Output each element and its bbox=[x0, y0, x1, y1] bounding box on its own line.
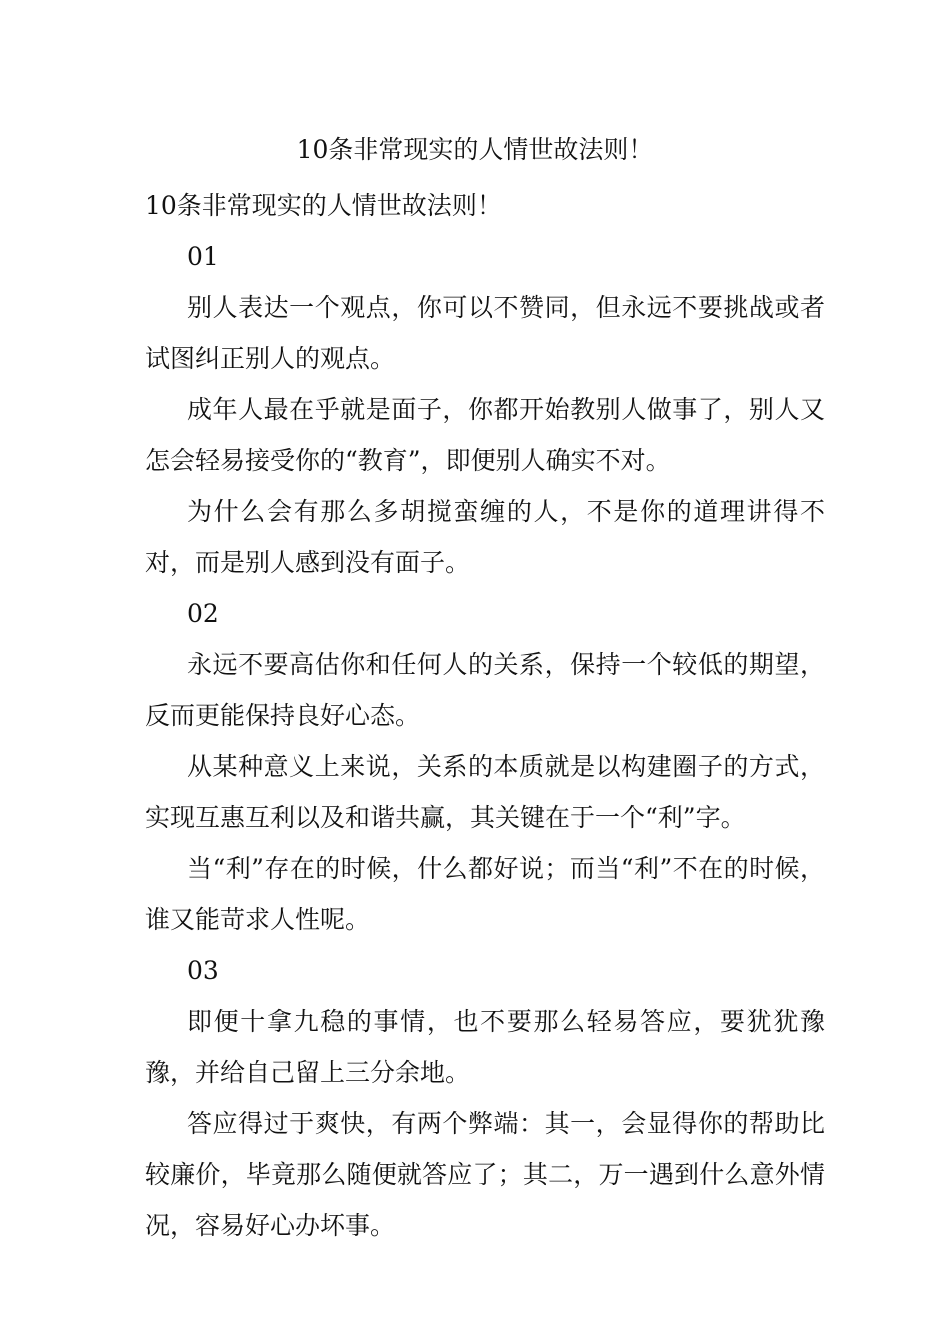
paragraph: 答应得过于爽快，有两个弊端：其一，会显得你的帮助比较廉价，毕竟那么随便就答应了；其二，万一遇到什么意外情况，容易好心办坏事。 bbox=[145, 1109, 825, 1240]
document-subtitle: 10条非常现实的人情世故法则！ bbox=[145, 191, 502, 220]
document-title: 10条非常现实的人情世故法则！ bbox=[296, 135, 654, 164]
section-02 bbox=[145, 588, 825, 945]
section-number: 02 bbox=[187, 599, 219, 628]
paragraph: 即便十拿九稳的事情，也不要那么轻易答应，要犹犹豫豫，并给自己留上三分余地。 bbox=[145, 1007, 825, 1087]
section-01 bbox=[145, 231, 825, 588]
paragraph: 成年人最在乎就是面子，你都开始教别人做事了，别人又怎会轻易接受你的“教育”，即便别人确实不对。 bbox=[145, 395, 825, 475]
section-number: 03 bbox=[187, 956, 219, 985]
document-body bbox=[145, 180, 825, 1251]
section-03 bbox=[145, 945, 825, 1251]
paragraph: 从某种意义上来说，关系的本质就是以构建圈子的方式，实现互惠互利以及和谐共赢，其关键在于一个“利”字。 bbox=[145, 752, 825, 832]
paragraph: 当“利”存在的时候，什么都好说；而当“利”不在的时候，谁又能苛求人性呢。 bbox=[145, 854, 825, 934]
section-number: 01 bbox=[187, 242, 219, 271]
paragraph: 永远不要高估你和任何人的关系，保持一个较低的期望，反而更能保持良好心态。 bbox=[145, 650, 825, 730]
paragraph: 为什么会有那么多胡搅蛮缠的人，不是你的道理讲得不对，而是别人感到没有面子。 bbox=[145, 497, 825, 577]
paragraph: 别人表达一个观点，你可以不赞同，但永远不要挑战或者试图纠正别人的观点。 bbox=[145, 293, 825, 373]
